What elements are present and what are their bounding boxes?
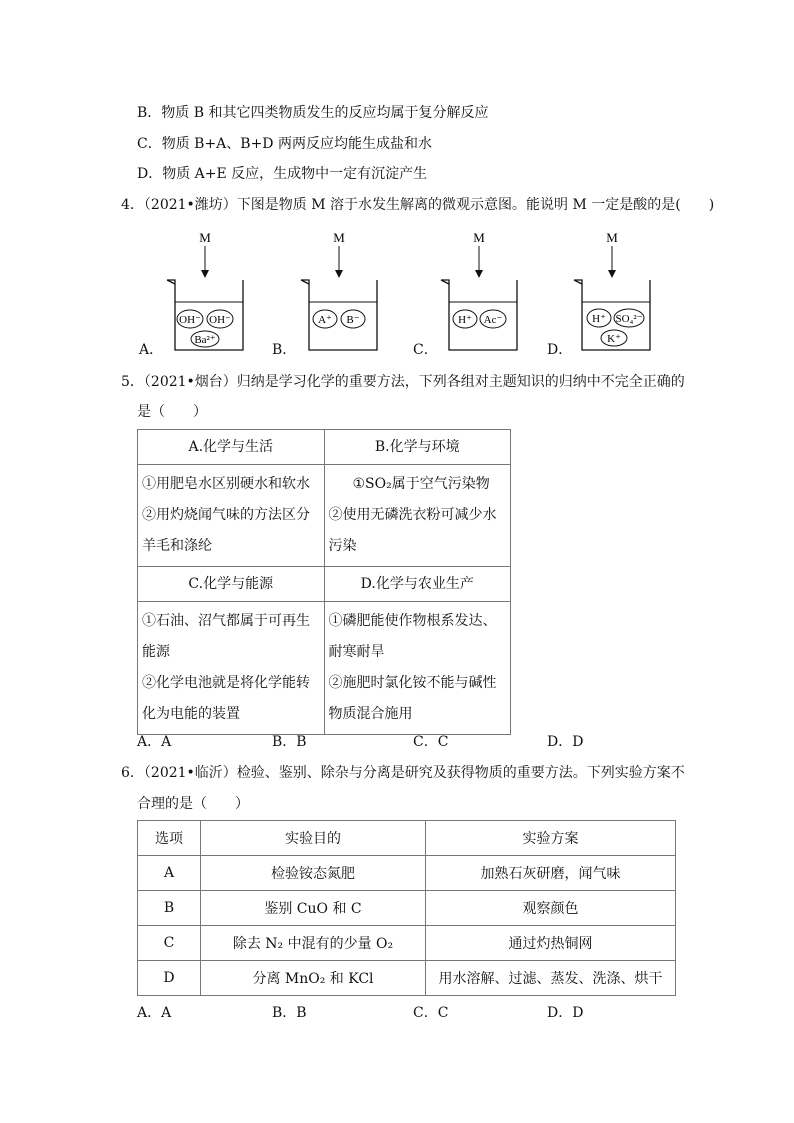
beaker-a-diagram [163,230,247,356]
ion-label: B⁻ [346,314,360,326]
q5-answer-c: C．C [413,734,449,750]
table-row [138,891,676,926]
q6-answer-a: A．A [137,1005,172,1021]
q4-option-d-label: D． [547,342,573,358]
table-cell: 观察颜色 [426,891,676,926]
q4-stem: 4．（2021•潍坊）下图是物质 M 溶于水发生解离的微观示意图。能说明 M 一定是酸的是( ) [121,197,715,213]
ion-label: OH⁻ [179,314,201,326]
q5-stem-line2: 是（ ） [137,404,207,420]
table-header-cell: 实验方案 [426,821,676,856]
cell-item: ②化学电池就是将化学能转化为电能的装置 [142,675,310,722]
cell-item: ①用肥皂水区别硬水和软水 [142,476,310,492]
q3-option-d: D．物质 A+E 反应，生成物中一定有沉淀产生 [137,166,428,182]
q5-table [137,429,511,735]
m-label: M [199,230,211,245]
m-label: M [606,230,618,245]
table-row [138,961,676,996]
cell-item: ②用灼烧闻气味的方法区分羊毛和涤纶 [142,507,310,554]
m-label: M [473,230,485,245]
q5-answer-a: A．A [137,734,172,750]
table-cell: A [138,856,201,891]
ion-label: Ba²⁺ [194,334,216,346]
table-cell: 鉴别 CuO 和 C [201,891,426,926]
ion-label: H⁺ [458,314,472,326]
q6-stem-line2: 合理的是（ ） [137,796,249,812]
beaker-b-diagram [297,230,381,356]
table-cell: 通过灼热铜网 [426,926,676,961]
q4-option-a-label: A． [139,342,164,358]
q4-option-b-label: B． [272,342,297,358]
table-cell: 除去 N₂ 中混有的少量 O₂ [201,926,426,961]
ion-label: Ac⁻ [483,314,503,326]
q6-answer-b: B．B [272,1005,307,1021]
table-row [138,926,676,961]
q6-stem-line1: 6．（2021•临沂）检验、鉴别、除杂与分离是研究及获得物质的重要方法。下列实验方案不 [121,765,685,781]
cell-item: ②使用无磷洗衣粉可减少水污染 [328,507,497,554]
table-row [138,856,676,891]
table-row [138,821,676,856]
q3-option-b: B．物质 B 和其它四类物质发生的反应均属于复分解反应 [137,105,489,121]
table-header-cell: A.化学与生活 [138,430,325,465]
table-cell: 用水溶解、过滤、蒸发、洗涤、烘干 [426,961,676,996]
ion-label: A⁺ [318,314,332,326]
cell-item: ①SO₂属于空气污染物 [352,476,490,492]
table-cell: C [138,926,201,961]
table-cell [138,465,325,567]
table-cell [324,465,511,567]
ion-label: H⁺ [592,313,606,325]
cell-item: ①磷肥能使作物根系发达、耐寒耐旱 [328,613,497,660]
q6-table [137,820,676,996]
q5-stem-line1: 5．（2021•烟台）归纳是学习化学的重要方法，下列各组对主题知识的归纳中不完全正确的 [121,374,685,390]
q4-option-c-label: C． [413,342,438,358]
q6-answer-d: D．D [547,1005,584,1021]
ion-label: SO₄²⁻ [615,313,643,325]
ion-label: OH⁻ [209,314,231,326]
table-header-cell: 选项 [138,821,201,856]
table-header-cell: 实验目的 [201,821,426,856]
table-cell: 分离 MnO₂ 和 KCl [201,961,426,996]
table-cell: D [138,961,201,996]
m-label: M [333,230,345,245]
beaker-d-diagram [570,230,654,356]
table-cell: 检验铵态氮肥 [201,856,426,891]
cell-item: ①石油、沼气都属于可再生能源 [142,613,310,660]
table-cell: 加熟石灰研磨，闻气味 [426,856,676,891]
q3-option-c: C．物质 B+A、B+D 两两反应均能生成盐和水 [137,136,432,152]
ion-label: K⁺ [607,333,621,345]
table-cell: B [138,891,201,926]
q5-answer-b: B．B [272,734,307,750]
table-header-cell: D.化学与农业生产 [324,567,511,602]
table-header-cell: B.化学与环境 [324,430,511,465]
table-cell [324,602,511,735]
beaker-c-diagram [437,230,521,356]
table-header-cell: C.化学与能源 [138,567,325,602]
cell-item: ②施肥时氯化铵不能与碱性物质混合施用 [328,675,497,722]
q5-answer-d: D．D [547,734,584,750]
table-cell [138,602,325,735]
q6-answer-c: C．C [413,1005,449,1021]
